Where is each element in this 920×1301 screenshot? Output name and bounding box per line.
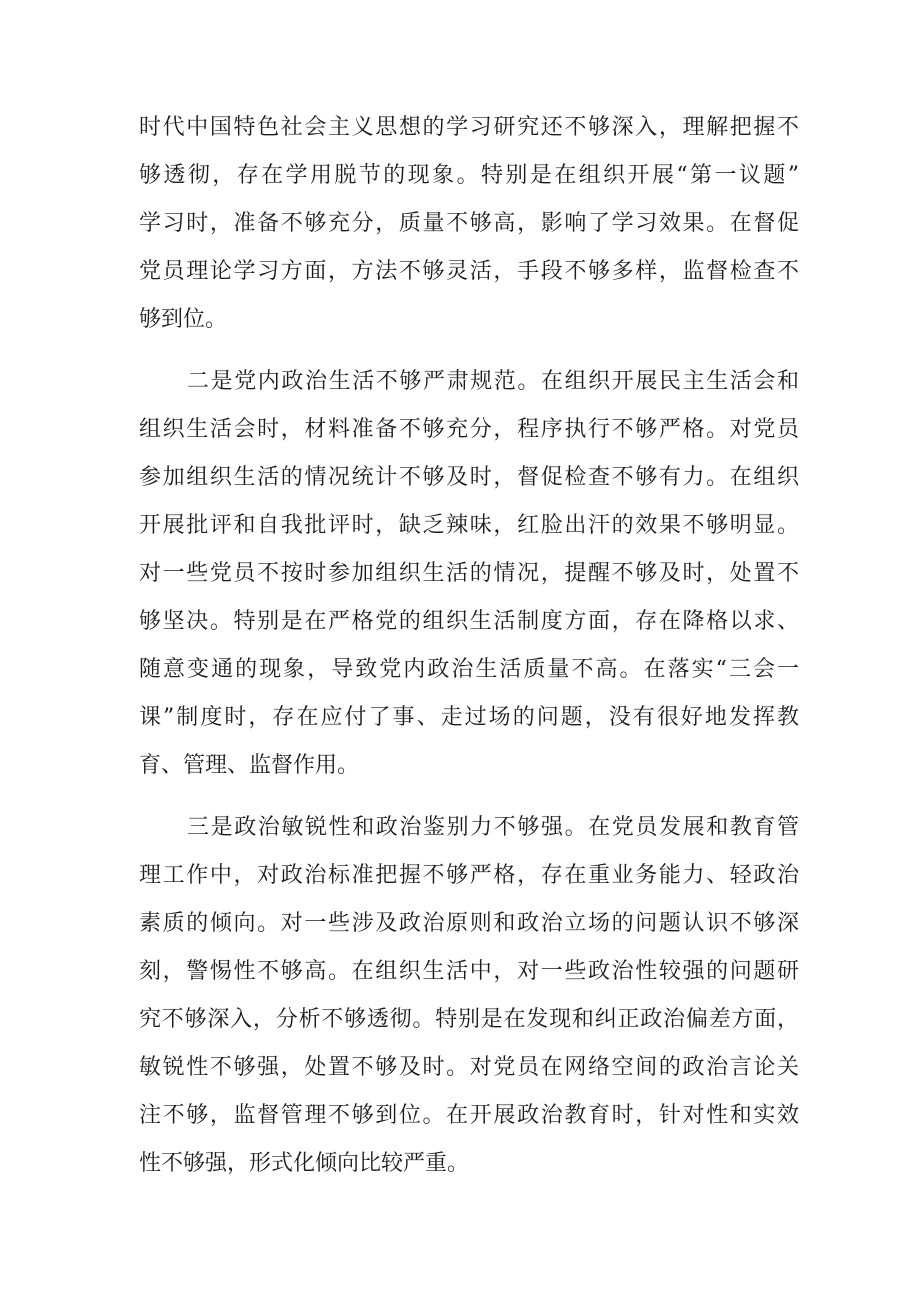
text-line: 课”制度时，存在应付了事、走过场的问题，没有很好地发挥教 [139, 705, 799, 730]
text-line: 时代中国特色社会主义思想的学习研究还不够深入，理解把握不 [139, 115, 799, 140]
text-line: 对一些党员不按时参加组织生活的情况，提醒不够及时，处置不 [139, 561, 799, 586]
text-line: 党员理论学习方面，方法不够灵活，手段不够多样，监督检查不 [139, 259, 799, 284]
text-line: 性不够强，形式化倾向比较严重。 [139, 1151, 470, 1176]
text-line: 学习时，准备不够充分，质量不够高，影响了学习效果。在督促 [139, 211, 799, 236]
text-line: 组织生活会时，材料准备不够充分，程序执行不够严格。对党员 [139, 417, 799, 442]
text-line: 参加组织生活的情况统计不够及时，督促检查不够有力。在组织 [139, 465, 799, 490]
text-line: 开展批评和自我批评时，缺乏辣味，红脸出汗的效果不够明显。 [139, 513, 799, 538]
text-line: 注不够，监督管理不够到位。在开展政治教育时，针对性和实效 [139, 1103, 799, 1128]
text-line: 三是政治敏锐性和政治鉴别力不够强。在党员发展和教育管 [187, 815, 799, 840]
paragraph-political-life [139, 358, 799, 790]
text-line: 究不够深入，分析不够透彻。特别是在发现和纠正政治偏差方面， [139, 1007, 799, 1032]
text-line: 育、管理、监督作用。 [139, 753, 360, 778]
paragraph-study-theory [139, 104, 799, 344]
document-body [139, 104, 799, 1188]
text-line: 素质的倾向。对一些涉及政治原则和政治立场的问题认识不够深 [139, 911, 799, 936]
text-line: 理工作中，对政治标准把握不够严格，存在重业务能力、轻政治 [139, 863, 799, 888]
text-line: 够坚决。特别是在严格党的组织生活制度方面，存在降格以求、 [139, 609, 799, 634]
text-line: 随意变通的现象，导致党内政治生活质量不高。在落实“三会一 [139, 657, 799, 682]
text-line: 二是党内政治生活不够严肃规范。在组织开展民主生活会和 [187, 369, 799, 394]
paragraph-political-sensitivity [139, 804, 799, 1188]
text-line: 敏锐性不够强，处置不够及时。对党员在网络空间的政治言论关 [139, 1055, 799, 1080]
text-line: 够透彻，存在学用脱节的现象。特别是在组织开展“第一议题” [139, 163, 799, 188]
text-line: 够到位。 [139, 307, 228, 332]
text-line: 刻，警惕性不够高。在组织生活中，对一些政治性较强的问题研 [139, 959, 799, 984]
